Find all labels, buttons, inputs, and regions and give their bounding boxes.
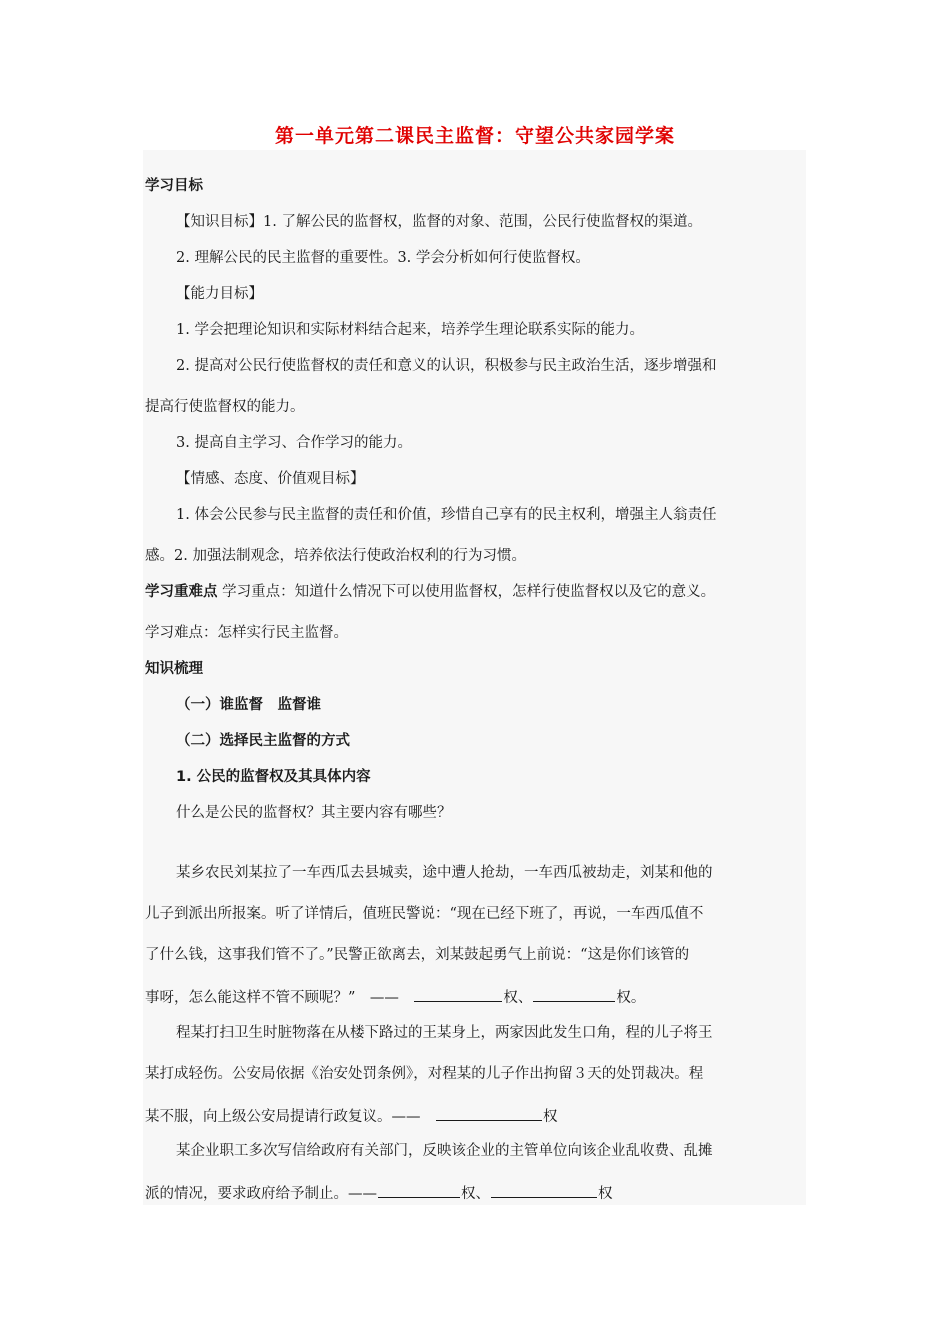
case2-line-3: [145, 1104, 558, 1128]
case2-suffix: 权: [543, 1109, 558, 1125]
case2-line-1: 程某打扫卫生时脏物落在从楼下路过的王某身上，两家因此发生口角，程的儿子将王: [176, 1025, 713, 1041]
section-heading-knowledge: 知识梳理: [145, 661, 203, 677]
subheading-who-supervises: （一）谁监督 监督谁: [176, 697, 321, 713]
case1-suffix-a: 权、: [503, 990, 533, 1006]
subheading-supervision-methods: （二）选择民主监督的方式: [176, 733, 350, 749]
case1-line-1: 某乡农民刘某拉了一车西瓜去县城卖，途中遭人抢劫，一车西瓜被劫走，刘某和他的: [176, 865, 713, 881]
page-title: 第一单元第二课民主监督：守望公共家园学案: [274, 125, 675, 147]
question-supervision-right: 什么是公民的监督权？其主要内容有哪些？: [176, 805, 452, 821]
knowledge-goal-line-2: 2. 理解公民的民主监督的重要性。3. 学会分析如何行使监督权。: [176, 250, 590, 266]
case3-answer-blank-1[interactable]: [378, 1181, 460, 1198]
case1-answer-blank-1[interactable]: [414, 985, 502, 1002]
key-points-focus: 学习重点：知道什么情况下可以使用监督权，怎样行使监督权以及它的意义。: [217, 584, 716, 600]
ability-goal-2-line-2: 提高行使监督权的能力。: [145, 399, 305, 415]
case2-line-3-text: 某不服，向上级公安局提请行政复议。——: [145, 1109, 435, 1125]
emotion-goal-1-line-1: 1. 体会公民参与民主监督的责任和价值，珍惜自己享有的民主权利，增强主人翁责任: [176, 507, 717, 523]
knowledge-goal-line-1: 【知识目标】1. 了解公民的监督权，监督的对象、范围，公民行使监督权的渠道。: [176, 214, 702, 230]
ability-goal-2-line-1: 2. 提高对公民行使监督权的责任和意义的认识，积极参与民主政治生活，逐步增强和: [176, 358, 717, 374]
document-body: [143, 150, 806, 1205]
ability-goal-3: 3. 提高自主学习、合作学习的能力。: [176, 435, 412, 451]
case1-line-4: [145, 985, 645, 1009]
key-points-difficulty: 学习难点：怎样实行民主监督。: [145, 625, 348, 641]
case3-line-2-text: 派的情况，要求政府给予制止。——: [145, 1186, 377, 1202]
case2-line-2: 某打成轻伤。公安局依据《治安处罚条例》，对程某的儿子作出拘留３天的处罚裁决。程: [145, 1066, 704, 1082]
ability-goal-1: 1. 学会把理论知识和实际材料结合起来，培养学生理论联系实际的能力。: [176, 322, 644, 338]
case3-line-1: 某企业职工多次写信给政府有关部门，反映该企业的主管单位向该企业乱收费、乱摊: [176, 1143, 713, 1159]
case3-line-2: [145, 1181, 613, 1205]
case3-suffix-a: 权、: [461, 1186, 490, 1202]
subheading-supervision-right: 1. 公民的监督权及其具体内容: [176, 769, 371, 785]
ability-goal-heading: 【能力目标】: [176, 286, 263, 302]
case1-line-4-text: 事呀，怎么能这样不管不顾呢？” ——: [145, 990, 414, 1006]
key-points-line: [145, 581, 715, 603]
case1-line-2: 儿子到派出所报案。听了详情后，值班民警说：“现在已经下班了，再说，一车西瓜值不: [145, 906, 704, 922]
emotion-goal-heading: 【情感、态度、价值观目标】: [176, 471, 365, 487]
section-heading-goals: 学习目标: [145, 178, 203, 194]
emotion-goal-1-line-2: 感。2. 加强法制观念，培养依法行使政治权利的行为习惯。: [145, 548, 526, 564]
key-points-heading: 学习重难点: [145, 584, 218, 600]
case3-answer-blank-2[interactable]: [491, 1181, 597, 1198]
case3-suffix-b: 权: [598, 1186, 613, 1202]
case1-answer-blank-2[interactable]: [533, 985, 615, 1002]
case2-answer-blank[interactable]: [436, 1104, 542, 1121]
case1-line-3: 了什么钱，这事我们管不了。”民警正欲离去，刘某鼓起勇气上前说：“这是你们该管的: [145, 947, 690, 963]
case1-suffix-b: 权。: [616, 990, 646, 1006]
